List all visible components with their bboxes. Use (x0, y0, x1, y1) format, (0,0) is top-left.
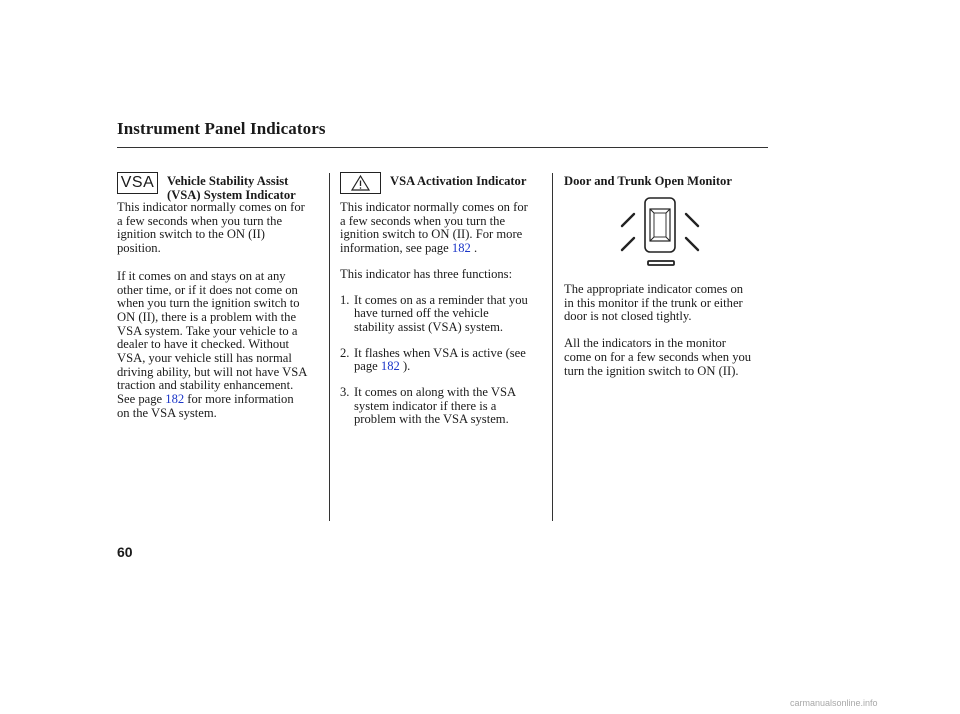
heading-line-1: Vehicle Stability Assist (167, 174, 289, 188)
column-divider-2 (552, 173, 553, 521)
col1-text (117, 201, 327, 421)
vsa-indicator-icon: VSA (117, 172, 158, 194)
col3-text (564, 283, 779, 378)
col2-text (340, 201, 552, 427)
vsa-activation-heading: VSA Activation Indicator (390, 174, 527, 188)
warning-triangle-icon (340, 172, 381, 194)
list-item-3: 3. It comes on along with the VSA system indicator if there is a problem with the VSA system. (340, 385, 517, 427)
col1-paragraph-2: If it comes on and stays on at any other time, or if it does not come on when you turn the ignition switch to ON (II), there is a problem with the VSA system. Take your vehicle to a dealer to have it checked. Without VSA, your vehicle still has normal driving ability, but will not have VSA traction and stability enhancement. See page 182 for more information on the VSA system. (117, 268, 308, 420)
page-title: Instrument Panel Indicators (117, 119, 326, 138)
col2-paragraph-1: This indicator normally comes on for a few seconds when you turn the ignition switch to ON (II). For more information, see page 182 . (340, 200, 528, 256)
col3-paragraph-2: All the indicators in the monitor come on for a few seconds when you turn the ignition switch to ON (II). (564, 336, 752, 378)
page-number: 60 (117, 544, 133, 560)
page-link-182[interactable]: 182 (380, 359, 400, 374)
list-item-1: 1. It comes on as a reminder that you have turned off the vehicle stability assist (VSA) system. (340, 292, 528, 334)
heading-line-2: (VSA) System Indicator (167, 188, 296, 202)
door-monitor-icon (617, 196, 705, 270)
col3-paragraph-1: The appropriate indicator comes on in this monitor if the trunk or either door is not closed tightly. (564, 282, 744, 324)
page-link-182[interactable]: 182 (451, 241, 471, 256)
door-trunk-monitor-heading: Door and Trunk Open Monitor (564, 174, 732, 188)
list-item-2: 2. It flashes when VSA is active (see page 182 ). (340, 345, 526, 374)
col2-paragraph-2: This indicator has three functions: (340, 266, 513, 281)
title-divider (117, 147, 768, 148)
column-divider-1 (329, 173, 330, 521)
watermark: carmanualsonline.info (790, 698, 878, 708)
col1-paragraph-1: This indicator normally comes on for a few seconds when you turn the ignition switch to the ON (II) position. (117, 200, 305, 256)
vsa-system-indicator-heading (167, 174, 296, 202)
page-link-182[interactable]: 182 (165, 392, 185, 407)
